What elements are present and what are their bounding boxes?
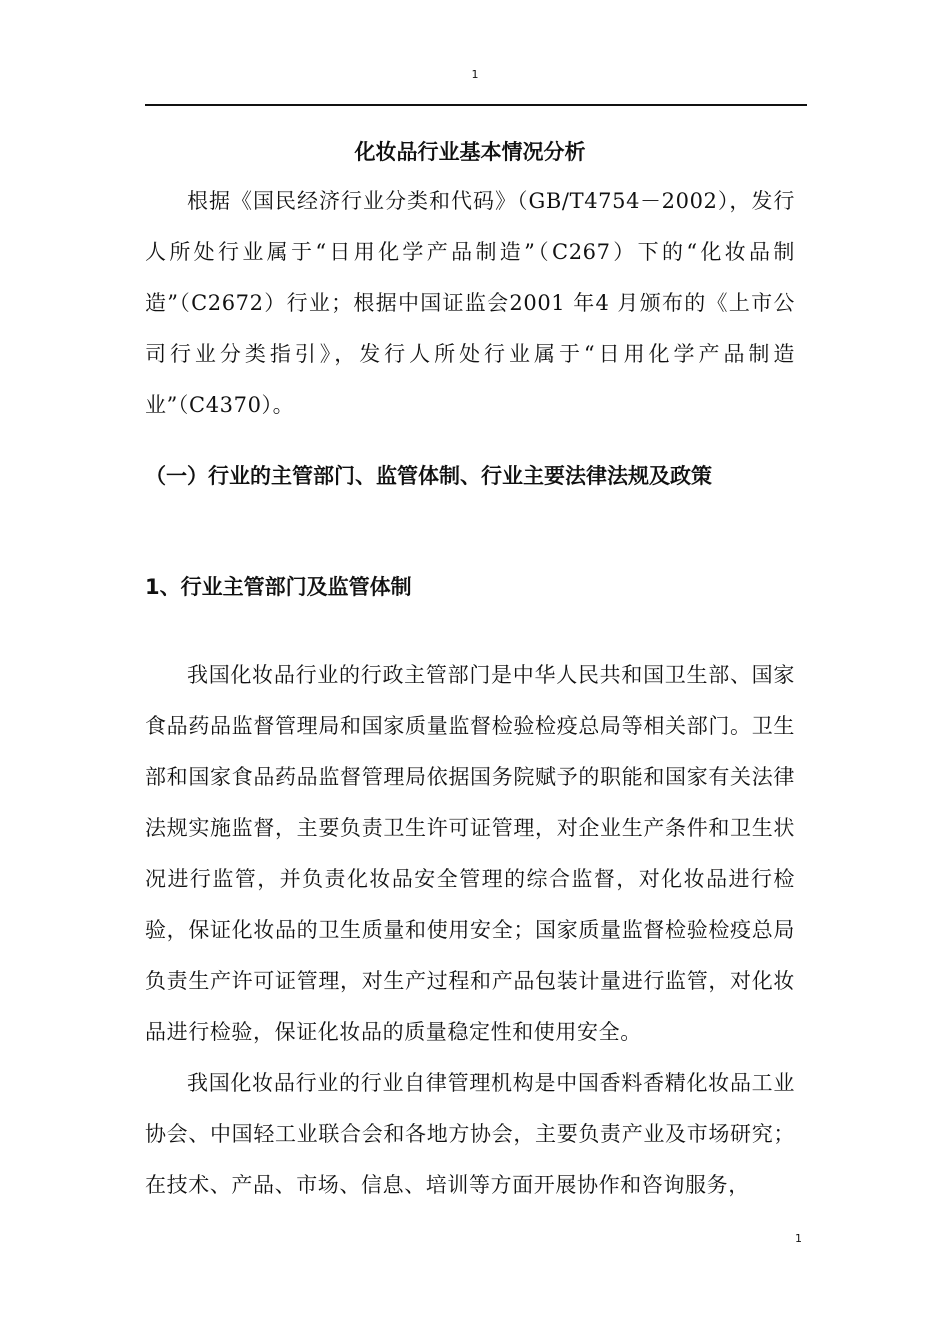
header-divider (145, 104, 807, 106)
body-paragraph-2: 我国化妆品行业的行业自律管理机构是中国香料香精化妆品工业协会、中国轻工业联合会和各地方协会，主要负责产业及市场研究；在技术、产品、市场、信息、培训等方面开展协作和咨询服务， (145, 1071, 795, 1197)
subsection-heading-1: 1、行业主管部门及监管体制 (145, 575, 412, 599)
body-paragraph-1: 我国化妆品行业的行政主管部门是中华人民共和国卫生部、国家食品药品监督管理局和国家质量监督检验检疫总局等相关部门。卫生部和国家食品药品监督管理局依据国务院赋予的职能和国家有关法律法规实施监督，主要负责卫生许可证管理，对企业生产条件和卫生状况进行监管，并负责化妆品安全管理的综合监督，对化妆品进行检验，保证化妆品的卫生质量和使用安全；国家质量监督检验检疫总局负责生产许可证管理，对生产过程和产品包装计量进行监管，对化妆品进行检验，保证化妆品的质量稳定性和使用安全。 (145, 663, 795, 1044)
document-body (145, 130, 795, 1211)
intro-paragraph: 根据《国民经济行业分类和代码》（GB/T4754－2002），发行人所处行业属于“日用化学产品制造”（C267）下的“化妆品制造”（C2672）行业；根据中国证监会2001 年4 月颁布的《上市公司行业分类指引》，发行人所处行业属于“日用化学产品制造业”（C4370）。 (145, 189, 795, 417)
header-page-number: 1 (471, 68, 479, 81)
section-heading-1: （一）行业的主管部门、监管体制、行业主要法律法规及政策 (145, 464, 712, 488)
document-title: 化妆品行业基本情况分析 (354, 140, 586, 164)
footer-page-number: 1 (795, 1232, 802, 1245)
